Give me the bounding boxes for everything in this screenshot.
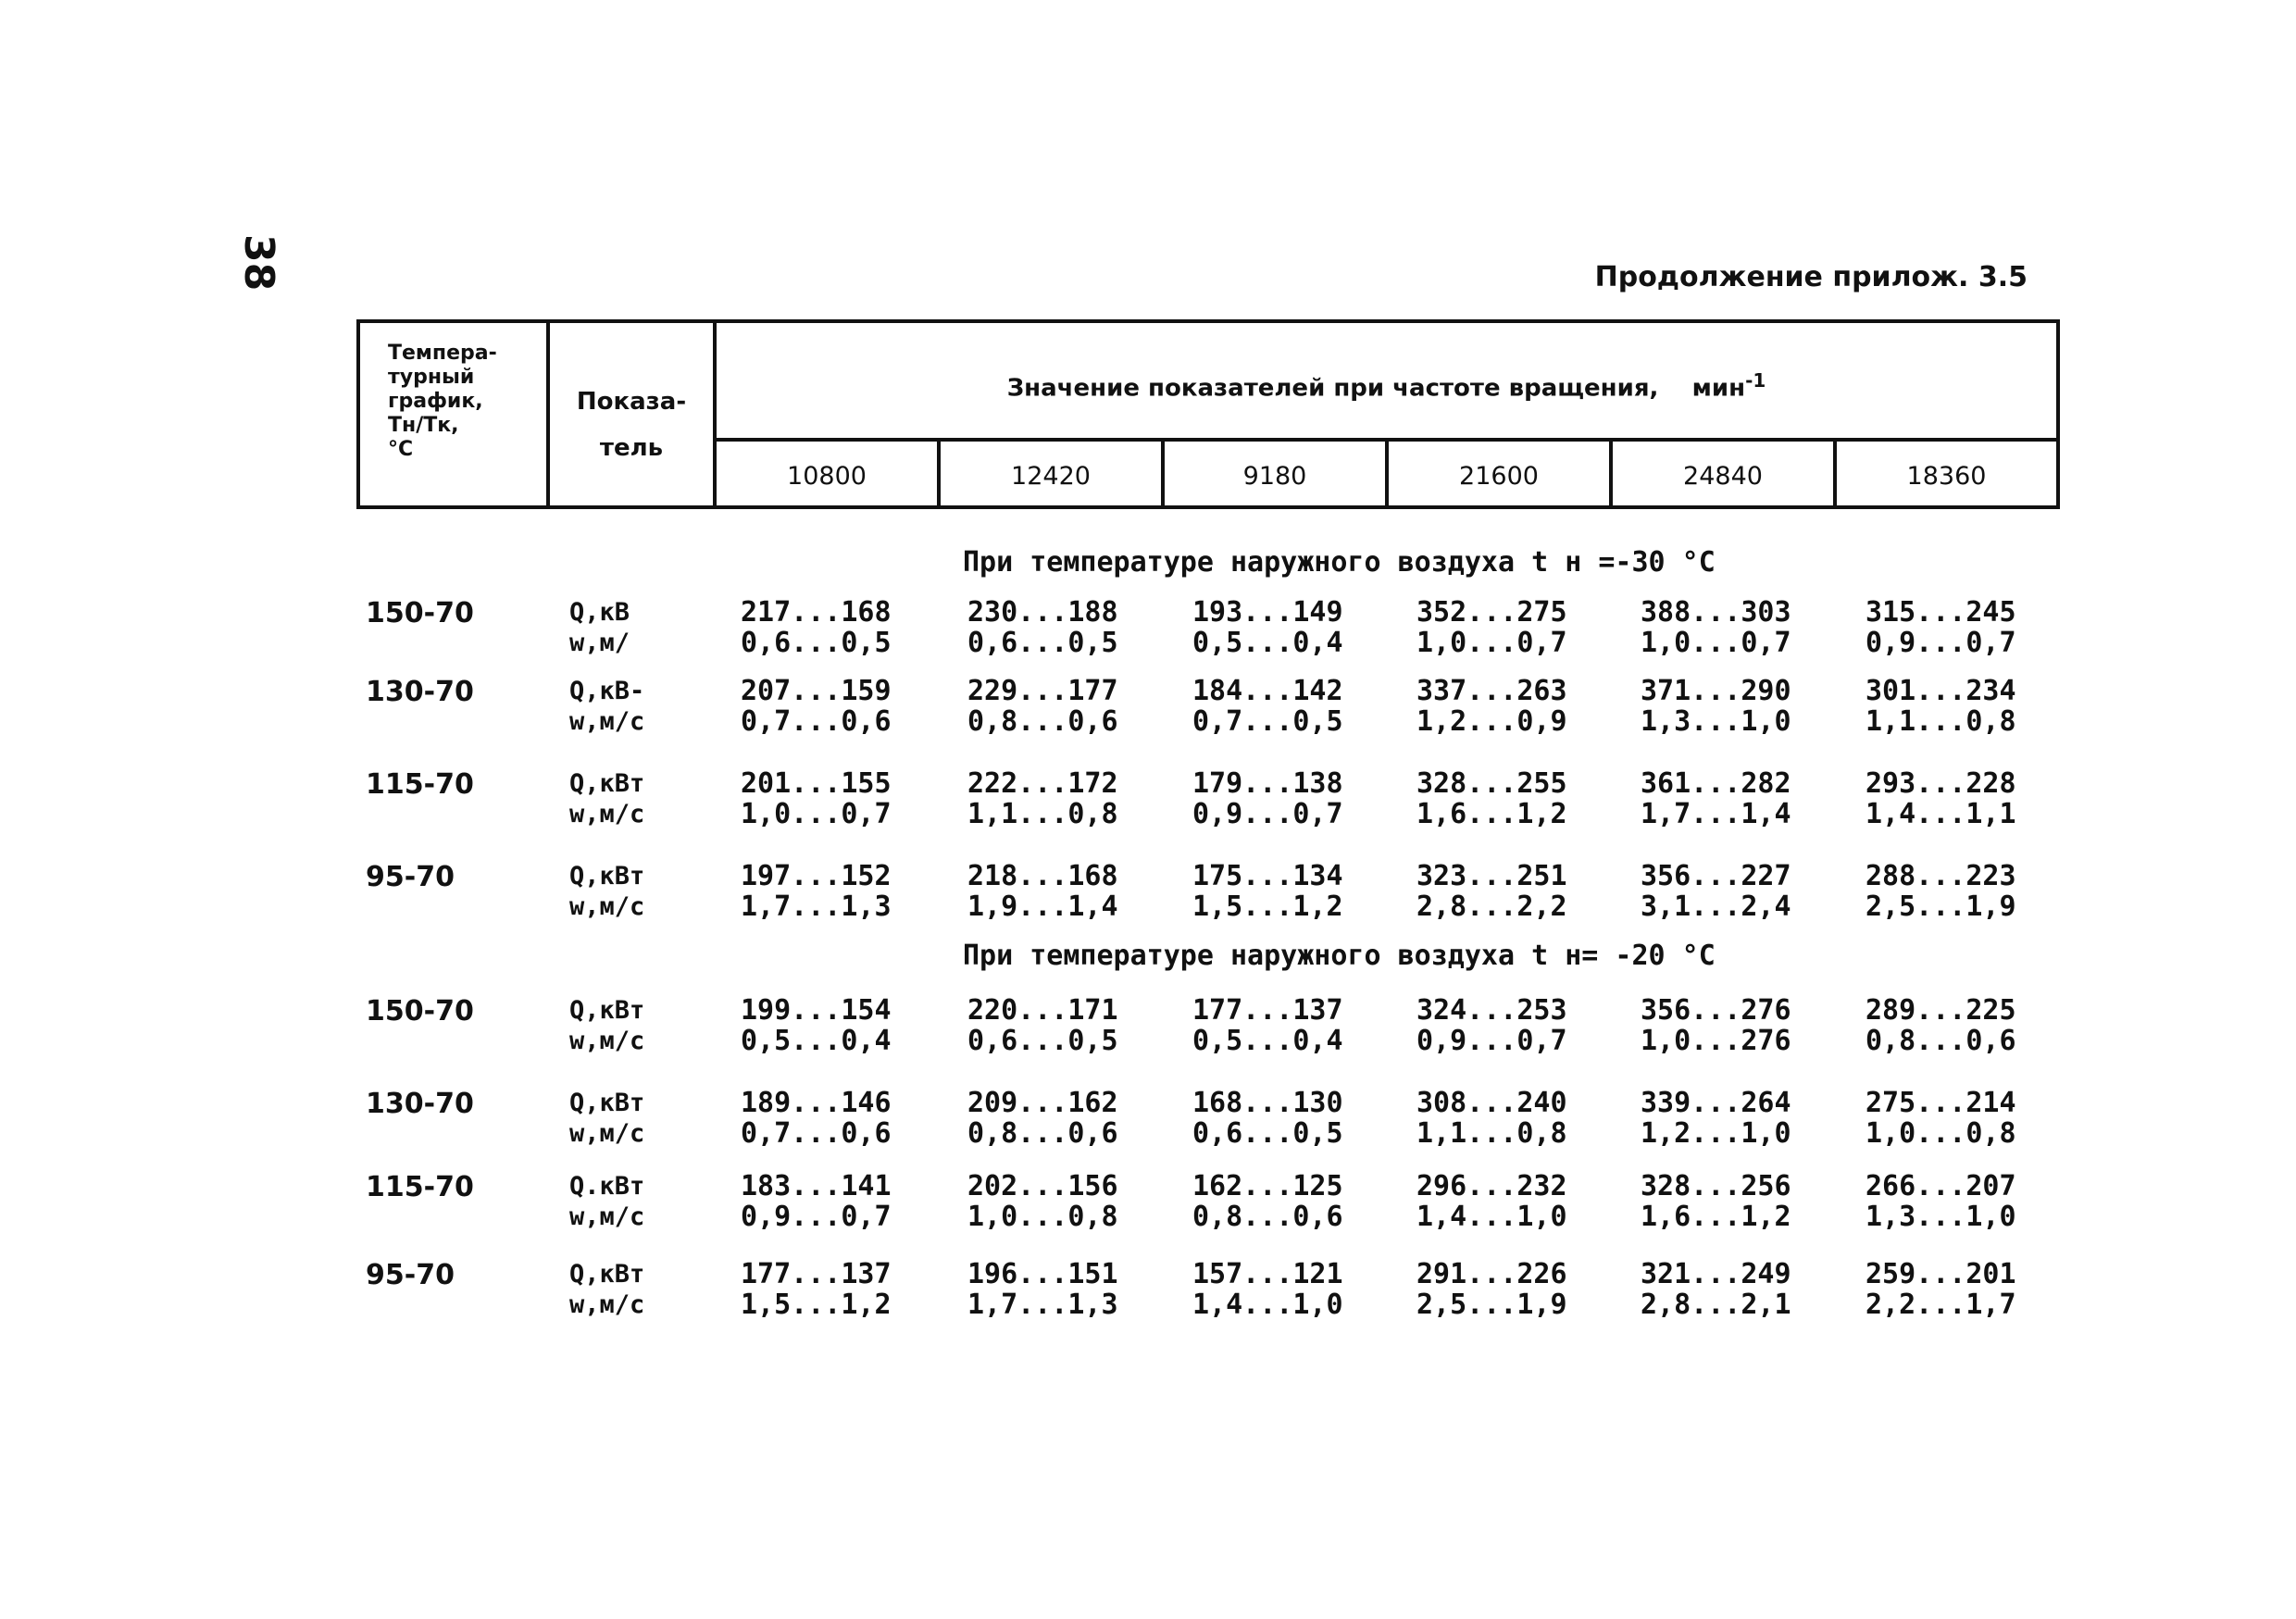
power-range: 229...177 — [967, 675, 1118, 707]
power-range: 197...152 — [741, 860, 892, 892]
table-row — [0, 1088, 2296, 1152]
power-range: 183...141 — [741, 1170, 892, 1202]
value-cell — [1866, 861, 2016, 922]
indicator-cell — [569, 597, 630, 658]
power-range: 222...172 — [967, 767, 1118, 800]
value-cell — [1641, 995, 1791, 1056]
velocity-range: 1,3...1,0 — [1866, 1201, 2016, 1233]
power-range: 275...214 — [1866, 1087, 2016, 1119]
value-cell — [741, 768, 892, 829]
value-cell — [1866, 597, 2016, 658]
indicator-velocity: w,м/с — [569, 1027, 645, 1055]
table-row — [0, 1171, 2296, 1236]
power-range: 202...156 — [967, 1170, 1118, 1202]
header-freq-2: 12420 — [941, 442, 1165, 509]
value-cell — [967, 995, 1118, 1056]
table-row — [0, 768, 2296, 833]
temperature-schedule: 95-70 — [366, 861, 455, 893]
value-cell — [1416, 1088, 1567, 1149]
value-cell — [741, 1259, 892, 1320]
value-cell — [1416, 768, 1567, 829]
value-cell — [1416, 597, 1567, 658]
velocity-range: 2,8...2,1 — [1641, 1289, 1791, 1321]
power-range: 296...232 — [1416, 1170, 1567, 1202]
value-cell — [1866, 1259, 2016, 1320]
velocity-range: 0,5...0,4 — [1192, 1025, 1343, 1057]
power-range: 189...146 — [741, 1087, 892, 1119]
velocity-range: 0,9...0,7 — [1192, 798, 1343, 830]
power-range: 356...227 — [1641, 860, 1791, 892]
velocity-range: 0,9...0,7 — [1866, 627, 2016, 659]
power-range: 177...137 — [1192, 994, 1343, 1027]
power-range: 220...171 — [967, 994, 1118, 1027]
section-title: При температуре наружного воздуха t н= -20 °С — [963, 940, 1716, 972]
value-cell — [741, 676, 892, 737]
power-range: 323...251 — [1416, 860, 1567, 892]
velocity-range: 1,6...1,2 — [1641, 1201, 1791, 1233]
velocity-range: 1,5...1,2 — [741, 1289, 892, 1321]
value-cell — [967, 861, 1118, 922]
power-range: 177...137 — [741, 1258, 892, 1290]
continuation-label: Продолжение прилож. 3.5 — [1594, 261, 2028, 293]
power-range: 328...255 — [1416, 767, 1567, 800]
power-range: 266...207 — [1866, 1170, 2016, 1202]
value-cell — [1416, 1259, 1567, 1320]
velocity-range: 1,7...1,3 — [967, 1289, 1118, 1321]
velocity-range: 1,7...1,3 — [741, 890, 892, 923]
velocity-range: 0,6...0,5 — [1192, 1117, 1343, 1150]
power-range: 184...142 — [1192, 675, 1343, 707]
power-range: 157...121 — [1192, 1258, 1343, 1290]
value-cell — [741, 1088, 892, 1149]
velocity-range: 1,6...1,2 — [1416, 798, 1567, 830]
velocity-range: 1,3...1,0 — [1641, 705, 1791, 738]
power-range: 321...249 — [1641, 1258, 1791, 1290]
value-cell — [1641, 1171, 1791, 1232]
value-cell — [1192, 995, 1343, 1056]
power-range: 361...282 — [1641, 767, 1791, 800]
header-temperature-schedule: Темпера- турный график, Тн/Тк, °С — [360, 323, 550, 505]
power-range: 356...276 — [1641, 994, 1791, 1027]
value-cell — [967, 1088, 1118, 1149]
temperature-schedule: 130-70 — [366, 1088, 474, 1120]
table-row — [0, 861, 2296, 926]
value-cell — [1641, 597, 1791, 658]
header-freq-4: 21600 — [1389, 442, 1613, 509]
header-freq-5: 24840 — [1613, 442, 1837, 509]
power-range: 168...130 — [1192, 1087, 1343, 1119]
power-range: 207...159 — [741, 675, 892, 707]
indicator-velocity: w,м/с — [569, 1202, 645, 1231]
indicator-cell — [569, 995, 644, 1056]
power-range: 293...228 — [1866, 767, 2016, 800]
value-cell — [967, 1259, 1118, 1320]
power-range: 162...125 — [1192, 1170, 1343, 1202]
value-cell — [1416, 676, 1567, 737]
velocity-range: 1,1...0,8 — [967, 798, 1118, 830]
indicator-power: Q.кВт — [569, 1172, 645, 1201]
table-row — [0, 597, 2296, 662]
page-number: 38 — [235, 234, 282, 292]
velocity-range: 0,9...0,7 — [1416, 1025, 1567, 1057]
value-cell — [1192, 861, 1343, 922]
table-row — [0, 1259, 2296, 1324]
indicator-power: Q,кВт — [569, 1260, 645, 1289]
value-cell — [967, 768, 1118, 829]
values-title-text: Значение показателей при частоте вращения, — [1006, 374, 1659, 403]
velocity-range: 2,2...1,7 — [1866, 1289, 2016, 1321]
header-indicator: Показа- тель — [550, 323, 717, 505]
velocity-range: 0,7...0,5 — [1192, 705, 1343, 738]
value-cell — [1192, 1088, 1343, 1149]
power-range: 388...303 — [1641, 596, 1791, 629]
velocity-range: 1,1...0,8 — [1416, 1117, 1567, 1150]
power-range: 196...151 — [967, 1258, 1118, 1290]
velocity-range: 0,5...0,4 — [1192, 627, 1343, 659]
header-freq-3: 9180 — [1165, 442, 1389, 509]
indicator-power: Q,кВт — [569, 862, 645, 890]
value-cell — [1416, 1171, 1567, 1232]
velocity-range: 0,6...0,5 — [741, 627, 892, 659]
velocity-range: 0,9...0,7 — [741, 1201, 892, 1233]
velocity-range: 0,8...0,6 — [967, 1117, 1118, 1150]
indicator-cell — [569, 676, 644, 737]
power-range: 337...263 — [1416, 675, 1567, 707]
value-cell — [741, 597, 892, 658]
velocity-range: 3,1...2,4 — [1641, 890, 1791, 923]
value-cell — [1866, 676, 2016, 737]
temperature-schedule: 115-70 — [366, 768, 474, 801]
indicator-power: Q,кВт — [569, 769, 645, 798]
power-range: 209...162 — [967, 1087, 1118, 1119]
indicator-velocity: w,м/с — [569, 707, 645, 736]
value-cell — [1192, 597, 1343, 658]
indicator-cell — [569, 1171, 644, 1232]
indicator-cell — [569, 1088, 644, 1149]
velocity-range: 0,7...0,6 — [741, 705, 892, 738]
table-row — [0, 995, 2296, 1060]
temperature-schedule: 130-70 — [366, 676, 474, 708]
value-cell — [1416, 995, 1567, 1056]
velocity-range: 1,0...0,8 — [1866, 1117, 2016, 1150]
header-freq-6: 18360 — [1906, 462, 1987, 491]
value-cell — [967, 1171, 1118, 1232]
velocity-range: 1,7...1,4 — [1641, 798, 1791, 830]
velocity-range: 1,1...0,8 — [1866, 705, 2016, 738]
velocity-range: 2,5...1,9 — [1866, 890, 2016, 923]
indicator-power: Q,кВт — [569, 996, 645, 1025]
power-range: 289...225 — [1866, 994, 2016, 1027]
value-cell — [1192, 1259, 1343, 1320]
indicator-cell — [569, 768, 644, 829]
power-range: 217...168 — [741, 596, 892, 629]
velocity-range: 1,4...1,0 — [1192, 1289, 1343, 1321]
indicator-power: Q,кВт — [569, 1089, 645, 1117]
table-header — [356, 319, 2060, 509]
power-range: 324...253 — [1416, 994, 1567, 1027]
velocity-range: 0,8...0,6 — [1192, 1201, 1343, 1233]
temperature-schedule: 95-70 — [366, 1259, 455, 1291]
value-cell — [1866, 768, 2016, 829]
indicator-cell — [569, 1259, 644, 1320]
power-range: 288...223 — [1866, 860, 2016, 892]
power-range: 175...134 — [1192, 860, 1343, 892]
power-range: 179...138 — [1192, 767, 1343, 800]
velocity-range: 1,9...1,4 — [967, 890, 1118, 923]
value-cell — [1866, 1088, 2016, 1149]
value-cell — [1192, 768, 1343, 829]
value-cell — [1416, 861, 1567, 922]
indicator-cell — [569, 861, 644, 922]
indicator-velocity: w,м/с — [569, 1290, 645, 1319]
value-cell — [967, 597, 1118, 658]
velocity-range: 1,5...1,2 — [1192, 890, 1343, 923]
power-range: 315...245 — [1866, 596, 2016, 629]
power-range: 193...149 — [1192, 596, 1343, 629]
velocity-range: 1,2...1,0 — [1641, 1117, 1791, 1150]
value-cell — [1641, 676, 1791, 737]
value-cell — [741, 861, 892, 922]
value-cell — [741, 995, 892, 1056]
temperature-schedule: 150-70 — [366, 995, 474, 1027]
value-cell — [741, 1171, 892, 1232]
temperature-schedule: 115-70 — [366, 1171, 474, 1203]
velocity-range: 1,4...1,0 — [1416, 1201, 1567, 1233]
indicator-power: Q,кВ- — [569, 677, 645, 705]
values-unit: мин — [1691, 374, 1746, 403]
velocity-range: 1,2...0,9 — [1416, 705, 1567, 738]
velocity-range: 0,8...0,6 — [967, 705, 1118, 738]
power-range: 201...155 — [741, 767, 892, 800]
power-range: 352...275 — [1416, 596, 1567, 629]
value-cell — [967, 676, 1118, 737]
power-range: 291...226 — [1416, 1258, 1567, 1290]
velocity-range: 1,0...0,7 — [741, 798, 892, 830]
value-cell — [1866, 995, 2016, 1056]
power-range: 339...264 — [1641, 1087, 1791, 1119]
velocity-range: 0,5...0,4 — [741, 1025, 892, 1057]
velocity-range: 2,5...1,9 — [1416, 1289, 1567, 1321]
indicator-power: Q,кВ — [569, 598, 630, 627]
value-cell — [1641, 1259, 1791, 1320]
value-cell — [1641, 768, 1791, 829]
value-cell — [1641, 1088, 1791, 1149]
velocity-range: 1,0...0,8 — [967, 1201, 1118, 1233]
indicator-velocity: w,м/с — [569, 892, 645, 921]
table-row — [0, 676, 2296, 741]
velocity-range: 1,0...0,7 — [1641, 627, 1791, 659]
velocity-range: 0,8...0,6 — [1866, 1025, 2016, 1057]
value-cell — [1192, 1171, 1343, 1232]
power-range: 230...188 — [967, 596, 1118, 629]
indicator-velocity: w,м/с — [569, 1119, 645, 1148]
velocity-range: 0,7...0,6 — [741, 1117, 892, 1150]
velocity-range: 1,4...1,1 — [1866, 798, 2016, 830]
value-cell — [1192, 676, 1343, 737]
indicator-velocity: w,м/с — [569, 800, 645, 828]
values-unit-exponent: -1 — [1745, 369, 1766, 392]
temperature-schedule: 150-70 — [366, 597, 474, 629]
velocity-range: 0,6...0,5 — [967, 1025, 1118, 1057]
power-range: 259...201 — [1866, 1258, 2016, 1290]
indicator-velocity: w,м/ — [569, 629, 630, 657]
section-title: При температуре наружного воздуха t н =-30 °С — [963, 546, 1716, 579]
header-values-title — [717, 323, 2056, 442]
value-cell — [1866, 1171, 2016, 1232]
power-range: 371...290 — [1641, 675, 1791, 707]
power-range: 328...256 — [1641, 1170, 1791, 1202]
power-range: 301...234 — [1866, 675, 2016, 707]
velocity-range: 0,6...0,5 — [967, 627, 1118, 659]
power-range: 308...240 — [1416, 1087, 1567, 1119]
velocity-range: 2,8...2,2 — [1416, 890, 1567, 923]
velocity-range: 1,0...0,7 — [1416, 627, 1567, 659]
velocity-range: 1,0...276 — [1641, 1025, 1791, 1057]
header-freq-1: 10800 — [717, 442, 941, 509]
power-range: 218...168 — [967, 860, 1118, 892]
power-range: 199...154 — [741, 994, 892, 1027]
value-cell — [1641, 861, 1791, 922]
